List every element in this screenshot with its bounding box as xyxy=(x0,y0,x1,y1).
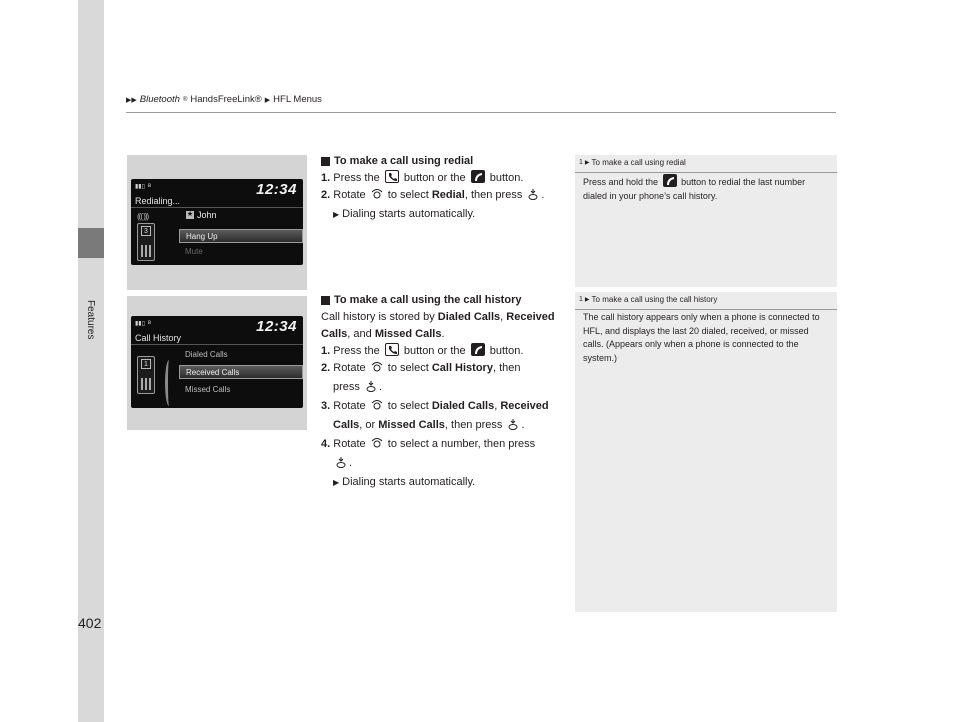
menu-term: Received Calls xyxy=(321,311,555,340)
menu-term: Missed Calls xyxy=(378,419,445,431)
step-2-cont xyxy=(321,379,561,398)
menu-term: Call History xyxy=(431,362,493,374)
result-arrow-icon: ▶ xyxy=(333,478,340,487)
note-body: The call history appears only when a phone is connected to HFL, and displays the last 20 dialed, received, or missed calls. (Appears only when a phone is connected to the system.) xyxy=(583,312,820,363)
hang-up-item[interactable] xyxy=(179,229,303,243)
step-2 xyxy=(321,187,561,206)
square-bullet-icon xyxy=(321,296,330,305)
step-1 xyxy=(321,170,561,187)
bluetooth-icon: ʙ xyxy=(147,320,152,326)
contact-icon: ★ xyxy=(186,211,194,218)
page-number: 402 xyxy=(78,615,102,631)
interface-dial-rotate-icon xyxy=(371,361,383,379)
note-heading xyxy=(579,295,717,304)
pickup-button-icon xyxy=(663,174,677,187)
step-number: 4. xyxy=(321,438,331,450)
step-text: , xyxy=(494,400,498,412)
side-note-redial xyxy=(575,155,837,287)
step-text: Rotate xyxy=(333,362,366,374)
heading-text: To make a call using redial xyxy=(334,155,474,167)
side-tab xyxy=(78,0,104,722)
result-text: Dialing starts automatically. xyxy=(342,208,476,220)
step-text: , then press xyxy=(444,419,503,431)
missed-calls-item[interactable] xyxy=(179,383,303,397)
breadcrumb xyxy=(126,94,322,105)
intro-text: , xyxy=(500,311,504,323)
display-divider xyxy=(131,207,303,208)
keypad-icon xyxy=(141,378,152,390)
step-3-cont xyxy=(321,417,561,436)
step-1 xyxy=(321,343,561,360)
registered-mark: ® xyxy=(182,96,188,103)
note-number: 1 xyxy=(579,296,583,303)
result-text: Dialing starts automatically. xyxy=(342,476,476,488)
missed-calls-label: Missed Calls xyxy=(185,385,231,394)
step-text: . xyxy=(521,419,525,431)
keypad-icon xyxy=(141,245,152,257)
section-heading xyxy=(321,292,561,309)
interface-dial-rotate-icon xyxy=(371,188,383,206)
breadcrumb-hfl-menus[interactable]: HFL Menus xyxy=(273,94,322,105)
note-text: Press and hold the xyxy=(583,177,659,187)
step-text: , or xyxy=(359,419,376,431)
display-divider xyxy=(131,344,303,345)
step-text: button or the xyxy=(403,345,466,357)
redial-screen-image xyxy=(127,155,307,290)
display-panel xyxy=(131,179,303,265)
step-text: press xyxy=(333,381,360,393)
side-note-call-history xyxy=(575,292,837,612)
step-text: button. xyxy=(489,345,524,357)
step-text: . xyxy=(349,457,353,469)
square-bullet-icon xyxy=(321,157,330,166)
step-number: 1. xyxy=(321,345,331,357)
phone-button-icon xyxy=(385,343,399,356)
result-arrow-icon: ▶ xyxy=(333,210,340,219)
section-heading xyxy=(321,153,561,170)
menu-term: Redial xyxy=(431,189,465,201)
breadcrumb-bluetooth[interactable]: Bluetooth xyxy=(139,94,180,105)
heading-text: To make a call using the call history xyxy=(334,294,522,306)
step-4-cont xyxy=(321,455,561,474)
phone-graphic-icon xyxy=(137,356,155,394)
note-title[interactable]: To make a call using the call history xyxy=(591,295,718,304)
calling-waves-icon: ((( ))) xyxy=(137,212,149,221)
step-number: 2. xyxy=(321,362,331,374)
step-text: . xyxy=(378,381,383,393)
breadcrumb-arrow-icon: ▶ xyxy=(264,96,271,104)
hang-up-label: Hang Up xyxy=(186,232,218,241)
step-text: Press the xyxy=(333,345,380,357)
note-divider xyxy=(575,172,837,173)
menu-term: Missed Calls xyxy=(374,328,442,340)
mute-item[interactable] xyxy=(179,245,303,259)
received-calls-item[interactable] xyxy=(179,365,303,379)
contact-name xyxy=(186,210,217,220)
note-arrow-icon: ▶ xyxy=(584,160,590,166)
interface-dial-press-icon xyxy=(527,188,539,206)
step-result xyxy=(321,206,561,223)
signal-icon: ▮▮▯ xyxy=(135,183,145,190)
display-panel xyxy=(131,316,303,408)
step-number: 1. xyxy=(321,172,331,184)
side-tab-label: Features xyxy=(85,300,96,340)
header-rule xyxy=(126,112,836,113)
menu-term: Dialed Calls xyxy=(431,400,495,412)
pickup-button-icon xyxy=(471,343,485,356)
step-2 xyxy=(321,360,561,379)
step-text: button or the xyxy=(403,172,466,184)
interface-dial-press-icon xyxy=(507,418,519,436)
step-text: button. xyxy=(489,172,524,184)
step-text: Rotate xyxy=(333,400,366,412)
interface-dial-press-icon xyxy=(365,380,377,398)
step-4 xyxy=(321,436,561,455)
breadcrumb-arrow-icon: ▶▶ xyxy=(126,96,137,104)
note-title[interactable]: To make a call using redial xyxy=(591,158,686,167)
note-body xyxy=(583,174,821,203)
step-3 xyxy=(321,398,561,417)
note-heading xyxy=(579,158,686,167)
note-text: button to redial the last number dialed in your phone’s call history. xyxy=(583,177,806,201)
intro-text: , and xyxy=(347,328,372,340)
menu-term: Received xyxy=(500,400,549,412)
dialed-calls-item[interactable] xyxy=(179,348,303,362)
mute-label: Mute xyxy=(185,247,203,256)
display-title: Redialing... xyxy=(135,196,181,206)
call-history-screen-image xyxy=(127,296,307,430)
phone-number-indicator: 3 xyxy=(141,226,151,236)
phone-graphic-icon xyxy=(137,223,155,261)
side-tab-marker xyxy=(78,228,104,258)
interface-dial-rotate-icon xyxy=(371,399,383,417)
display-title: Call History xyxy=(135,333,182,343)
step-text: Press the xyxy=(333,172,380,184)
interface-dial-press-icon xyxy=(335,456,347,474)
step-result xyxy=(321,474,561,491)
step-text: , then press xyxy=(464,189,523,201)
step-number: 2. xyxy=(321,189,331,201)
phone-button-icon xyxy=(385,170,399,183)
step-text: . xyxy=(541,189,545,201)
note-number: 1 xyxy=(579,159,583,166)
contact-label: John xyxy=(197,210,217,220)
step-text: to select xyxy=(387,362,429,374)
signal-icon: ▮▮▯ xyxy=(135,320,145,327)
step-number: 3. xyxy=(321,400,331,412)
clock: 12:34 xyxy=(256,181,297,198)
note-divider xyxy=(575,309,837,310)
step-text: to select a number, then press xyxy=(387,438,536,450)
step-text: to select xyxy=(387,189,429,201)
dial-curve xyxy=(165,360,173,406)
interface-dial-rotate-icon xyxy=(371,437,383,455)
step-text: Rotate xyxy=(333,189,366,201)
pickup-button-icon xyxy=(471,170,485,183)
step-text: , then xyxy=(492,362,521,374)
bluetooth-icon: ʙ xyxy=(147,183,152,189)
intro-text: Call history is stored by xyxy=(321,311,435,323)
step-text: Rotate xyxy=(333,438,366,450)
redial-instructions xyxy=(321,153,561,223)
breadcrumb-handsfreelink[interactable]: HandsFreeLink® xyxy=(190,94,262,105)
received-calls-label: Received Calls xyxy=(186,368,240,377)
menu-term: Calls xyxy=(333,419,360,431)
note-arrow-icon: ▶ xyxy=(584,297,590,303)
call-history-instructions xyxy=(321,292,561,491)
intro-text: . xyxy=(441,328,445,340)
step-text: to select xyxy=(387,400,429,412)
menu-term: Dialed Calls xyxy=(437,311,501,323)
phone-number-indicator: 1 xyxy=(141,359,151,369)
intro xyxy=(321,309,561,343)
clock: 12:34 xyxy=(256,318,297,335)
dialed-calls-label: Dialed Calls xyxy=(185,350,228,359)
